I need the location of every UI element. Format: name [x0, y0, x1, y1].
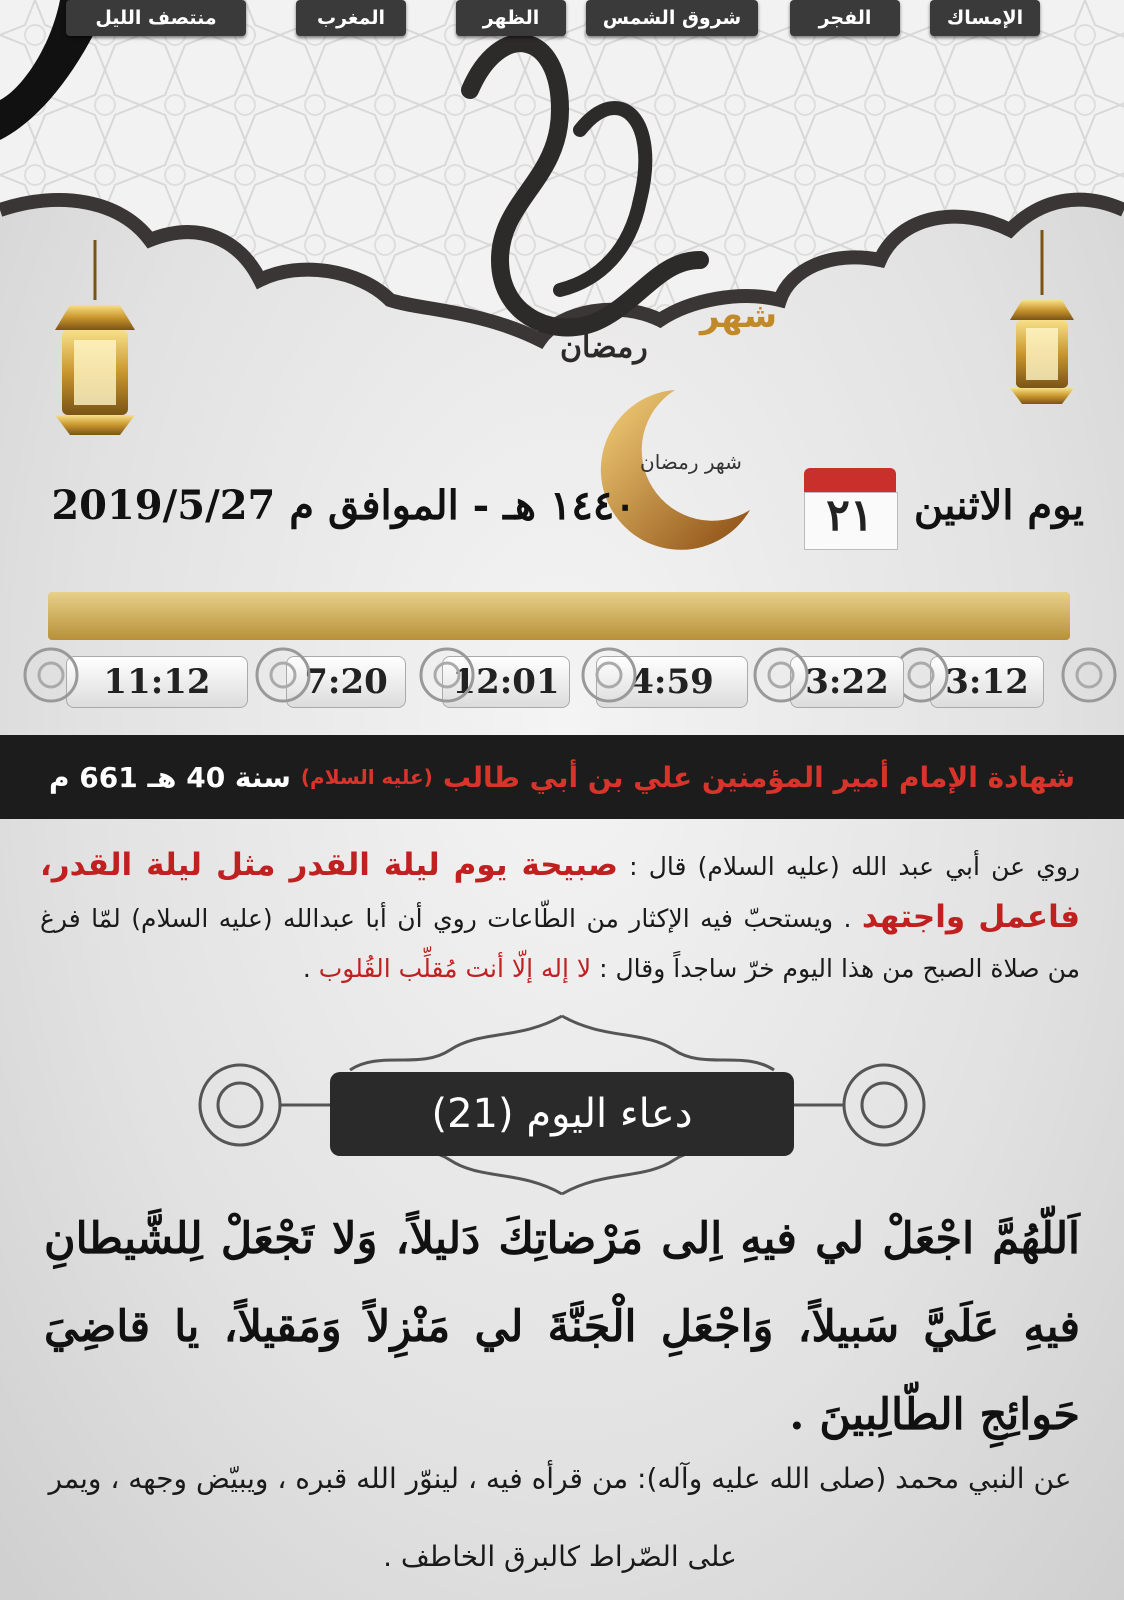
banner-main: شهادة الإمام أمير المؤمنين علي بن أبي طالب [442, 760, 1076, 794]
header-pattern [0, 0, 1124, 470]
hijri-year: ١٤٤٠ هـ - الموافق [328, 481, 636, 529]
narration-intro: روي عن أبي عبد الله (عليه السلام) قال : [629, 852, 1080, 881]
time-imsak: 3:12 [930, 656, 1044, 708]
date-line [24, 470, 1084, 540]
narration-end: . [302, 954, 311, 983]
prayer-times-frame [48, 592, 1070, 640]
label-midnight: منتصف الليل [66, 0, 246, 36]
banner-year: سنة 40 هـ 661 م [49, 760, 291, 794]
ornament-icon [412, 640, 482, 710]
calligraphy-title: رمضان [560, 330, 648, 365]
ornament-icon [16, 640, 86, 710]
crescent-text: شهر رمضان [640, 450, 742, 474]
martyrdom-banner [0, 735, 1124, 819]
label-sunrise: شروق الشمس [586, 0, 758, 36]
month-word: شهر [700, 296, 778, 336]
narration-quote: صبيحة يوم ليلة القدر مثل ليلة القدر، فاعمل واجتهد [40, 847, 1081, 935]
ornament-icon [1054, 640, 1124, 710]
hijri-day: ٢١ [826, 490, 874, 541]
narration-paragraph [40, 840, 1080, 994]
ornament-icon [746, 640, 816, 710]
banner-honorific: (عليه السلام) [300, 765, 433, 789]
label-fajr: الفجر [790, 0, 900, 36]
ornament-icon [248, 640, 318, 710]
label-imsak: الإمساك [930, 0, 1040, 36]
label-maghrib: المغرب [296, 0, 406, 36]
narration-body: . ويستحبّ فيه الإكثار من الطّاعات روي أن أبا عبدالله (عليه السلام) لمّا فرغ من صلاة الصبح من هذا اليوم خرّ ساجداً وقال : [40, 904, 1080, 983]
lantern-right-icon [1010, 230, 1074, 404]
time-dhuhr: 12:01 [442, 656, 570, 708]
time-midnight: 11:12 [66, 656, 248, 708]
calendar-icon [804, 460, 896, 550]
lantern-left-icon [55, 240, 135, 435]
time-maghrib: 7:20 [286, 656, 406, 708]
time-sunrise: 4:59 [596, 656, 748, 708]
dua-title: دعاء اليوم (21) [330, 1072, 794, 1156]
gregorian-date: 2019/5/27 م [51, 481, 315, 529]
hadith-text: عن النبي محمد (صلى الله عليه وآله): من قرأه فيه ، لينوّر الله قبره ، ويبيّض وجهه ، ويمر على الصّراط كالبرق الخاطف . [48, 1462, 1072, 1573]
label-dhuhr: الظهر [456, 0, 566, 36]
day-name: يوم الاثنين [913, 481, 1084, 529]
narration-dhikr: لا إله إلّا أنت مُقلِّب القُلوب [318, 954, 592, 983]
dua-text: اَللّهُمَّ اجْعَلْ لي فيهِ اِلى مَرْضاتِكَ دَليلاً، وَلا تَجْعَلْ لِلشَّيطانِ فيهِ عَلَيَّ سَبيلاً، وَاجْعَلِ الْجَنَّةَ لي مَنْزِلاً وَمَقيلاً، يا قاضِيَ حَوائِجِ الطّالِبينَ . [44, 1214, 1080, 1440]
time-fajr: 3:22 [790, 656, 904, 708]
ornament-icon [574, 640, 644, 710]
